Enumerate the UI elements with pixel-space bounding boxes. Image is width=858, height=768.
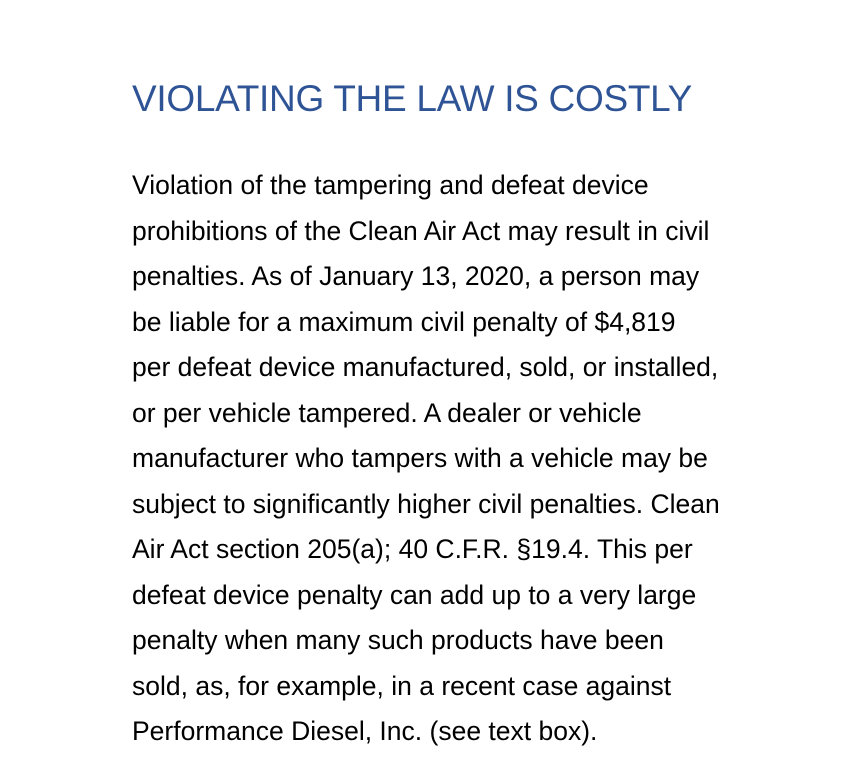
paragraph-line: subject to significantly higher civil penalties. Clean [132, 488, 720, 519]
body-paragraph [132, 163, 847, 755]
paragraph-line: defeat device penalty can add up to a very large [132, 579, 697, 610]
paragraph-line: penalty when many such products have been [132, 625, 664, 655]
paragraph-line: Violation of the tampering and defeat device [132, 170, 649, 200]
paragraph-line: Performance Diesel, Inc. (see text box). [132, 716, 598, 746]
paragraph-line: be liable for a maximum civil penalty of $4,819 [132, 306, 676, 337]
paragraph-line: Air Act section 205(a); 40 C.F.R. §19.4. This per [132, 534, 693, 564]
paragraph-line: sold, as, for example, in a recent case against [132, 670, 672, 701]
paragraph-line: or per vehicle tampered. A dealer or vehicle [132, 397, 642, 428]
section-heading: VIOLATING THE LAW IS COSTLY [132, 78, 693, 119]
paragraph-line: prohibitions of the Clean Air Act may result in civil [132, 215, 710, 246]
paragraph-line: per defeat device manufactured, sold, or installed, [132, 352, 719, 382]
paragraph-line: manufacturer who tampers with a vehicle may be [132, 443, 708, 473]
paragraph-line: penalties. As of January 13, 2020, a person may [132, 261, 700, 291]
